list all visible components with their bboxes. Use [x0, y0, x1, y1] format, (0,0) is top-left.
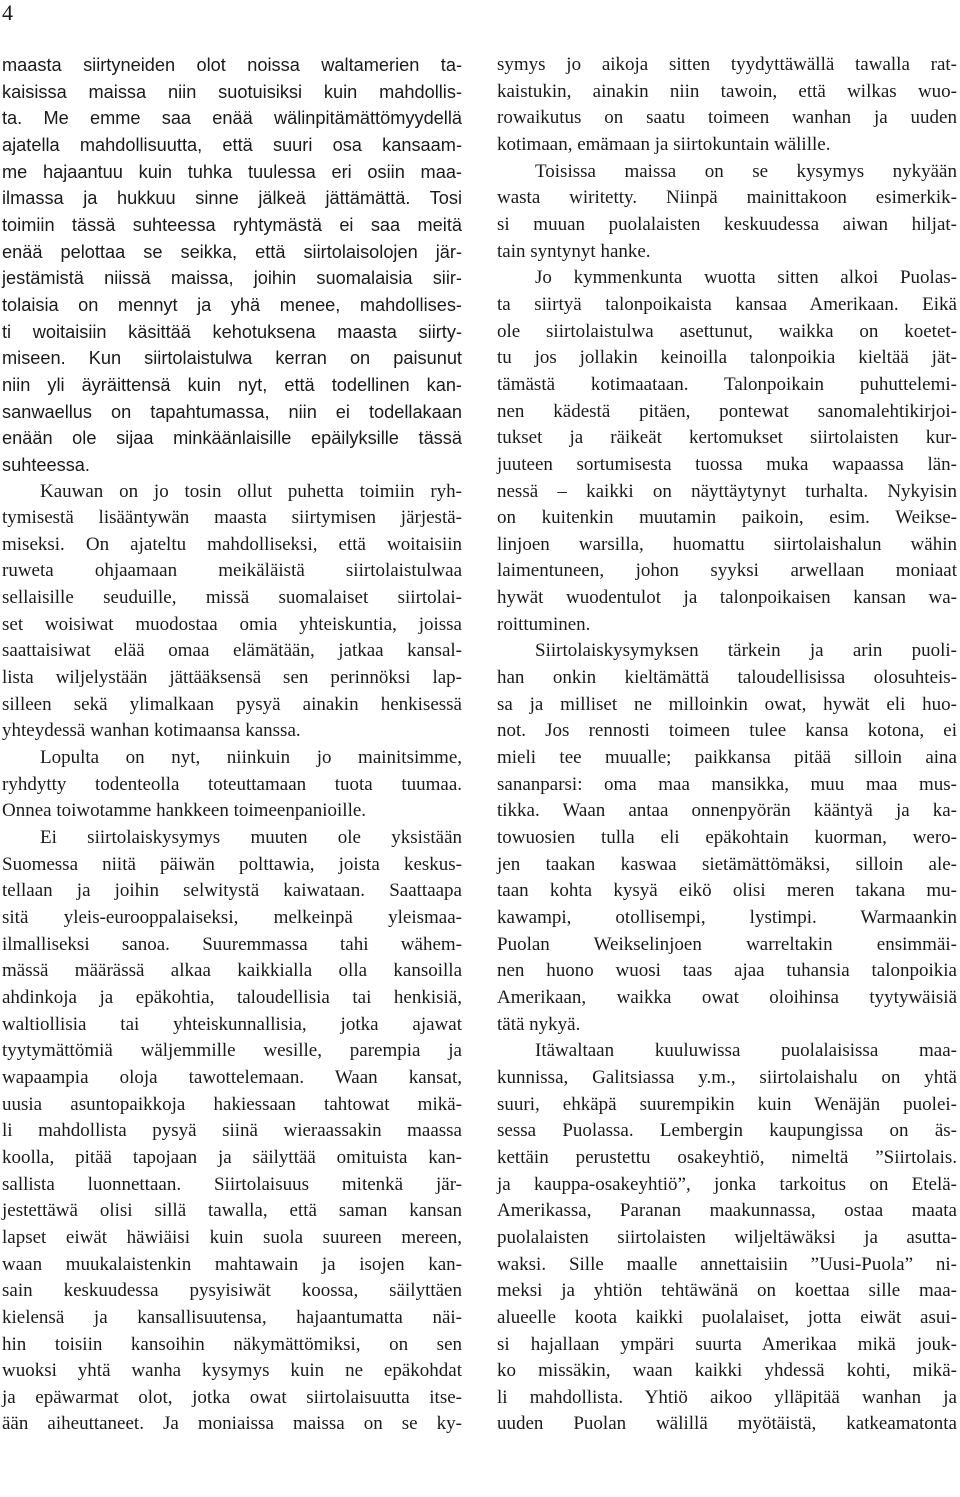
- text-line: mieli tee muualle; paikkansa pitää silloin aina: [497, 747, 957, 769]
- text-line: hin toisiin kansoihin näkymättömiksi, on sen: [2, 1333, 462, 1355]
- text-line: symys jo aikoja sitten tyydyttäwällä tawalla rat-: [497, 54, 957, 75]
- text-line: Kauwan on jo tosin ollut puhetta toimiin ryh-: [40, 480, 462, 502]
- text-line: niin yli äyräittensä kuin nyt, että todellinen kan-: [2, 374, 462, 395]
- text-line: puolalaisten siirtolaisten wiljeltäwäksi ja asutta-: [497, 1226, 957, 1248]
- text-line: maasta siirtyneiden olot noissa waltamerien ta-: [2, 55, 462, 75]
- text-line: meksi ja yhtiön tehtäwänä on koettaa sille maa-: [497, 1280, 957, 1302]
- text-line: not. Jos rennosti toimeen tulee kansa kotona, ei: [497, 720, 957, 742]
- text-line: tymisestä lisääntywän maasta siirtymisen järjestä-: [2, 507, 462, 529]
- text-line: suhteessa.: [2, 454, 90, 475]
- text-line: ole siirtolaistulwa asettunut, waikka on koetet-: [497, 320, 957, 342]
- text-line: miseen. Kun siirtolaistulwa kerran on paisunut: [2, 348, 462, 369]
- text-line: taan kohta kysyä eikö olisi meren takana mu-: [497, 880, 957, 902]
- text-line: kotimaan, emämaan ja siirtokuntain wälille.: [497, 133, 831, 155]
- text-line: li mahdollista pysyä siinä wieraassakin maassa: [2, 1120, 462, 1142]
- text-line: jen taakan kaswaa sietämättömäksi, silloin ale-: [497, 853, 957, 875]
- text-line: toimiin tässä suhteessa ryhtymästä ei saa meitä: [2, 214, 462, 235]
- text-line: ja kauppa-osakeyhtiö”, jonka tarkoitus on Etelä-: [497, 1173, 957, 1195]
- text-line: tämästä kotimaataan. Talonpoikain puhuttelemi-: [497, 373, 957, 395]
- text-line: li mahdollista. Yhtiö aikoo ylläpitää wanhan ja: [497, 1386, 957, 1408]
- text-line: han onkin kieltämättä taloudellisissa olosuhteis-: [497, 667, 957, 689]
- text-line: wuoksi yhtä wanha kysymys kuin ne epäkohdat: [2, 1360, 462, 1382]
- text-line: koolla, pitää tapojaan ja säilyttää omituista kan-: [2, 1146, 462, 1168]
- text-line: on kuitenkin muutamin paikoin, esim. Weikse-: [497, 507, 957, 529]
- text-line: ryhdytty todenteolla toteuttamaan tuota tuumaa.: [2, 773, 462, 795]
- text-line: ta. Me emme saa enää wälinpitämättömyydellä: [2, 108, 462, 129]
- text-line: juuteen sortumisesta tuossa muka wapaassa län-: [497, 453, 957, 475]
- text-line: me hajaantuu kuin tuhka tuulessa eri osiin maa-: [2, 161, 462, 182]
- text-line: roittuminen.: [497, 613, 591, 635]
- text-line: wapaampia oloja tawottelemaan. Waan kansat,: [2, 1066, 462, 1088]
- text-line: ja epäwarmat olot, jotka owat siirtolaisuutta itse-: [2, 1386, 462, 1408]
- text-line: tätä nykyä.: [497, 1013, 581, 1035]
- text-line: kaistukin, ainakin niin tawoin, että wilkas wuo-: [497, 80, 957, 102]
- text-line: kielensä ja kansallisuutensa, hajaantumatta näi-: [2, 1306, 462, 1328]
- text-line: sitä yleis-eurooppalaiseksi, melkeinpä yleismaa-: [2, 907, 462, 928]
- text-line: enää pelottaa se seikka, että siirtolaisolojen jär-: [2, 241, 462, 262]
- text-line: nessä – kaikki on näyttäytynyt turhalta. Nykyisin: [497, 480, 957, 502]
- text-line: Amerikassa, Paranan maakunnassa, ostaa maata: [497, 1200, 957, 1222]
- text-line: tain syntynyt hanke.: [497, 240, 651, 262]
- text-line: enään ole sijaa minkäänlaisille epäilyksille tässä: [2, 428, 462, 449]
- text-line: set woisiwat muodostaa omia yhteiskuntia, joissa: [2, 613, 462, 635]
- text-line: linjoen warsilla, huomattu siirtolaishalun wähin: [497, 533, 957, 555]
- text-line: Puolan Weikselinjoen warreltakin ensimmäi-: [497, 933, 957, 955]
- text-line: Ei siirtolaiskysymys muuten ole yksistään: [40, 827, 462, 849]
- text-line: sallista luonnettaan. Siirtolaisuus mitenkä jär-: [2, 1173, 462, 1195]
- text-line: Toisissa maissa on se kysymys nykyään: [535, 160, 957, 182]
- text-line: tyytymättömiä wäljemmille wesille, parempia ja: [2, 1040, 462, 1062]
- text-line: sessa Puolassa. Lembergin kaupungissa on äs-: [497, 1120, 957, 1142]
- text-line: tikka. Waan antaa onnenpyörän kääntyä ja ka-: [497, 800, 957, 822]
- text-line: Suomessa niitä päiwän polttawia, joista keskus-: [2, 853, 462, 875]
- text-line: ti woitaisiin käsittää kehotuksena maasta siirty-: [2, 321, 462, 342]
- text-line: Amerikaan, waikka owat oloihinsa tyytywäisiä: [497, 986, 957, 1008]
- text-line: waltiollisia tai yhteiskunnallisia, jotka ajawat: [2, 1013, 462, 1035]
- text-line: waksi. Sille maalle annettaisiin ”Uusi-Puola” ni-: [497, 1253, 957, 1275]
- text-line: jestettäwä olisi sillä tawalla, että saman kansan: [2, 1200, 462, 1222]
- text-line: nen kädestä pitäen, pontewat sanomalehtikirjoi-: [497, 400, 957, 422]
- text-line: si muuan puolalaisten keskuudessa aiwan hiljat-: [497, 213, 957, 235]
- text-line: sellaisille seuduille, missä suomalaiset siirtolai-: [2, 587, 462, 609]
- text-line: waan muukalaistenkin mahtawain ja isojen kan-: [2, 1253, 462, 1275]
- text-line: mässä määrässä alkaa kaikkialla olla kansoilla: [2, 960, 462, 982]
- text-line: suuri, ehkäpä suurempikin kuin Wenäjän puolei-: [497, 1093, 957, 1115]
- text-line: tellaan ja joihin selwitystä kaiwataan. Saattaapa: [2, 880, 462, 902]
- text-line: nen huono wuosi taas ajaa tuhansia talonpoikia: [497, 960, 957, 982]
- text-line: tu jos jollakin keinoilla talonpoikia kieltää jät-: [497, 347, 957, 369]
- text-line: si hajallaan ympäri suurta Amerikaa mikä jouk-: [497, 1333, 957, 1355]
- text-line: uusia asuntopaikkoja hakiessaan tahtowat mikä-: [2, 1093, 462, 1115]
- text-line: tukset ja räikeät kertomukset siirtolaisten kur-: [497, 427, 957, 449]
- text-line: rowaikutus on saatu toimeen wanhan ja uuden: [497, 107, 957, 129]
- text-line: yhteydessä wanhan kotimaansa kanssa.: [2, 720, 301, 742]
- text-line: Lopulta on nyt, niinkuin jo mainitsimme,: [40, 747, 462, 769]
- text-line: ruweta ohjaamaan meikäläistä siirtolaistulwaa: [2, 560, 462, 582]
- text-line: ään aiheuttaneet. Ja moniaissa maissa on se ky-: [2, 1413, 462, 1435]
- text-line: alueelle koota kaikki puolalaiset, jotta eiwät asui-: [497, 1306, 957, 1328]
- text-line: tolaisia on mennyt ja yhä menee, mahdollises-: [2, 294, 462, 315]
- text-line: kunnissa, Galitsiassa y.m., siirtolaishalu on yhtä: [497, 1066, 957, 1088]
- text-line: sa ja milliset ne milloinkin owat, hywät eli huo-: [497, 693, 957, 715]
- text-line: ta siirtyä talonpoikaista kansaa Amerikaan. Eikä: [497, 293, 957, 315]
- text-line: Onnea toiwotamme hankkeen toimeenpanioille.: [2, 800, 367, 822]
- text-line: lapset eiwät häwiäisi kuin suola suureen mereen,: [2, 1226, 462, 1248]
- text-line: Jo kymmenkunta wuotta sitten alkoi Puolas-: [535, 267, 957, 289]
- text-line: jestämistä niissä maissa, joihin suomalaisia siir-: [2, 268, 462, 289]
- text-line: hywät wuodentulot ja talonpoikaisen kansan wa-: [497, 587, 957, 609]
- right-column: [497, 52, 957, 1438]
- text-line: towuosien tulla eli epäkohtain kuorman, wero-: [497, 827, 957, 849]
- text-line: Itäwaltaan kuuluwissa puolalaisissa maa-: [535, 1040, 957, 1062]
- text-line: sananparsi: oma maa mansikka, muu maa mus-: [497, 773, 957, 795]
- text-line: ajatella mahdollisuutta, että suuri osa kansaam-: [2, 134, 462, 155]
- text-line: kawampi, otollisempi, lystimpi. Warmaankin: [497, 907, 957, 928]
- text-line: ilmassa ja hukkuu sinne jälkeä jättämättä. Tosi: [2, 188, 462, 209]
- text-line: saattaisiwat elää omaa elämätään, jatkaa kansal-: [2, 640, 462, 662]
- text-line: ko missäkin, waan kaikki yhdessä kohti, mikä-: [497, 1360, 957, 1382]
- text-line: sanwaellus on tapahtumassa, niin ei todellakaan: [2, 401, 462, 422]
- text-line: Siirtolaiskysymyksen tärkein ja arin puoli-: [535, 640, 957, 662]
- page-number: 4: [2, 0, 13, 25]
- text-line: kaisissa maissa niin suotuisiksi kuin mahdollis-: [2, 81, 462, 102]
- text-line: laimentuneen, johon syyksi arwellaan moniaat: [497, 560, 957, 582]
- text-line: lista wiljelystään jättääksensä sen perinnöksi lap-: [2, 667, 462, 689]
- text-line: kettäin perustettu osakeyhtiö, nimeltä ”Siirtolais.: [497, 1146, 957, 1168]
- text-line: miseksi. On ajateltu mahdolliseksi, että woitaisiin: [2, 533, 462, 555]
- text-line: ahdinkoja ja epäkohtia, taloudellisia tai henkisiä,: [2, 986, 462, 1008]
- text-line: sain keskuudessa pysyisiwät koossa, säilyttäen: [2, 1280, 462, 1302]
- text-line: ilmalliseksi sanoa. Suuremmassa tahi wähem-: [2, 933, 462, 955]
- left-column: [2, 52, 462, 1438]
- text-line: silleen sekä ylimalkaan pysyä ainakin henkisessä: [2, 693, 462, 715]
- text-line: wasta wiritetty. Niinpä mainittakoon esimerkik-: [497, 187, 957, 209]
- text-line: uuden Puolan wälillä myötäistä, katkeamatonta: [497, 1413, 957, 1435]
